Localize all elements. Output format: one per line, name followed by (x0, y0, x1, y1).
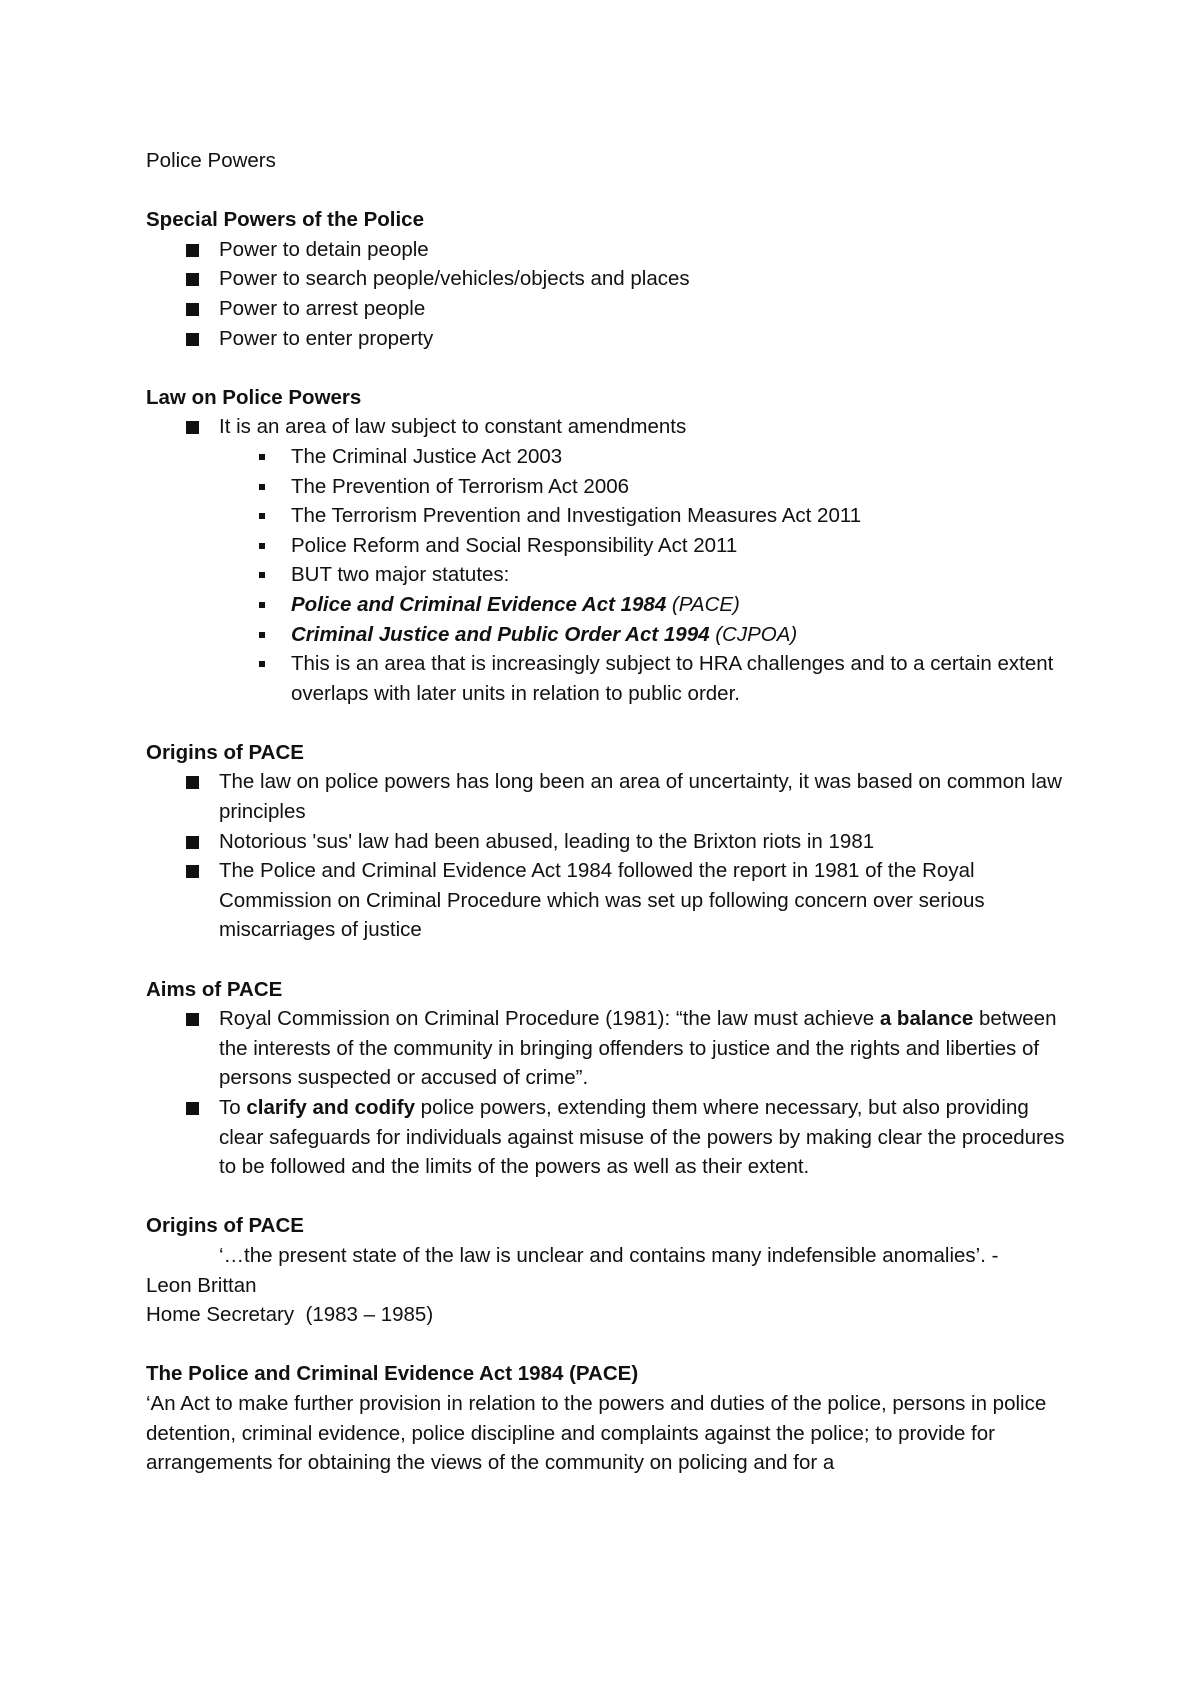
bullet-item: The Police and Criminal Evidence Act 1984 followed the report in 1981 of the Royal Commission on Criminal Procedure which was set up following concern over serious miscarriages of justice (146, 856, 1076, 945)
pace-act-name: Police and Criminal Evidence Act 1984 (291, 592, 667, 616)
text-run: Royal Commission on Criminal Procedure (1981): “the law must achieve (219, 1007, 880, 1031)
sub-bullet-cjpoa (146, 620, 1076, 650)
sub-bullet-item: The Prevention of Terrorism Act 2006 (146, 472, 1076, 502)
bullet-item: Power to arrest people (146, 294, 1076, 324)
heading-special-powers: Special Powers of the Police (146, 208, 424, 232)
spacer (146, 708, 1076, 738)
sub-bullet-item: This is an area that is increasingly subject to HRA challenges and to a certain extent overlaps with later units in relation to public order. (146, 649, 1076, 708)
heading-origins-of-pace: Origins of PACE (146, 740, 304, 764)
document-page (146, 146, 1076, 1478)
sub-bullet-pace (146, 590, 1076, 620)
quote-author: Leon Brittan (146, 1273, 257, 1297)
bullet-item: Power to enter property (146, 324, 1076, 354)
spacer (146, 1330, 1076, 1360)
sub-bullet-item: BUT two major statutes: (146, 560, 1076, 590)
spacer (146, 945, 1076, 975)
document-title: Police Powers (146, 149, 276, 172)
cjpoa-abbr: (CJPOA) (709, 622, 798, 646)
act-description: ‘An Act to make further provision in relation to the powers and duties of the police, persons in police detention, criminal evidence, police discipline and complaints against the police; to provide for arrangements for obtaining the views of the community on policing and for a (146, 1391, 1047, 1475)
pace-abbr: (PACE) (666, 592, 740, 616)
bullet-item (146, 1093, 1076, 1182)
heading-origins-of-pace-2: Origins of PACE (146, 1214, 304, 1238)
emphasis-clarify-codify: clarify and codify (246, 1096, 415, 1119)
bullet-item: Power to search people/vehicles/objects and places (146, 264, 1076, 294)
text-run: between the interests of the community in bringing offenders to justice and the rights and liberties of persons suspected or accused of crime”. (219, 1007, 1057, 1090)
text-run: To (219, 1096, 247, 1119)
quote-text: ‘…the present state of the law is unclear and contains many indefensible anomalies’. - (219, 1243, 999, 1267)
bullet-item (146, 1004, 1076, 1093)
bullet-item: The law on police powers has long been an area of uncertainty, it was based on common law principles (146, 767, 1076, 826)
quote-author-role: Home Secretary (1983 – 1985) (146, 1303, 434, 1327)
spacer (146, 1182, 1076, 1212)
sub-bullet-item: The Terrorism Prevention and Investigation Measures Act 2011 (146, 501, 1076, 531)
heading-pace-act: The Police and Criminal Evidence Act 1984 (PACE) (146, 1362, 639, 1386)
sub-bullet-item: The Criminal Justice Act 2003 (146, 442, 1076, 472)
heading-law-on-police-powers: Law on Police Powers (146, 385, 362, 409)
spacer (146, 176, 1076, 206)
emphasis-balance: a balance (879, 1007, 974, 1031)
cjpoa-act-name: Criminal Justice and Public Order Act 1994 (291, 622, 710, 646)
text-run: police powers, extending them where necessary, but also providing clear safeguards for individuals against misuse of the powers by making clear the procedures to be followed and the limits of the powers as well as their extent. (219, 1096, 1065, 1179)
heading-aims-of-pace: Aims of PACE (146, 977, 283, 1001)
bullet-item: It is an area of law subject to constant amendments (146, 412, 1076, 442)
spacer (146, 353, 1076, 383)
sub-bullet-item: Police Reform and Social Responsibility Act 2011 (146, 531, 1076, 561)
bullet-item: Notorious 'sus' law had been abused, leading to the Brixton riots in 1981 (146, 827, 1076, 857)
bullet-item: Power to detain people (146, 235, 1076, 265)
